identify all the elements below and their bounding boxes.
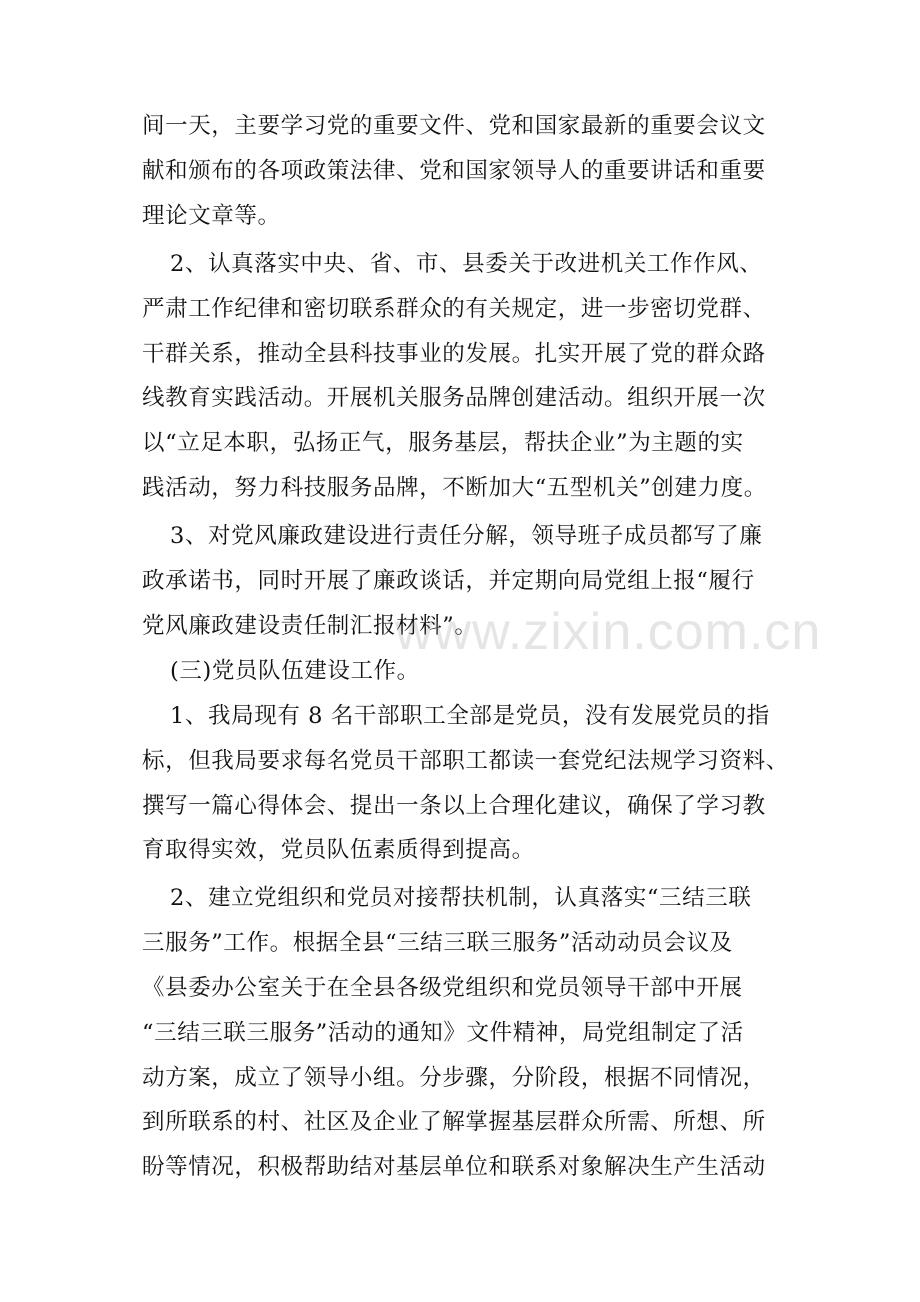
watermark-text: www.zixin.com.cn (395, 603, 822, 661)
text-line: 动方案，成立了领导小组。分步骤，分阶段，根据不同情况， (142, 1065, 766, 1091)
text-line: 干群关系，推动全县科技事业的发展。扎实开展了党的群众路 (142, 341, 766, 367)
text-line: 践活动，努力科技服务品牌，不断加大“五型机关”创建力度。 (142, 475, 767, 501)
text-line: 标，但我局要求每名党员干部职工都读一套党纪法规学习资料、 (142, 748, 789, 774)
text-line: 《县委办公室关于在全县各级党组织和党员领导干部中开展 (142, 975, 743, 1001)
text-line: 间一天，主要学习党的重要文件、党和国家最新的重要会议文 (142, 113, 766, 139)
text-line: 3、对党风廉政建设进行责任分解，领导班子成员都写了廉 (170, 523, 763, 549)
text-line: 以“立足本职，弘扬正气，服务基层，帮扶企业”为主题的实 (142, 430, 744, 456)
text-line: 政承诺书，同时开展了廉政谈话，并定期向局党组上报“履行 (142, 568, 755, 594)
text-line: 理论文章等。 (142, 203, 281, 229)
text-line: “三结三联三服务”活动的通知》文件精神，局党组制定了活 (142, 1020, 744, 1046)
text-line: 撰写一篇心得体会、提出一条以上合理化建议，确保了学习教 (142, 793, 766, 819)
text-line: 盼等情况，积极帮助结对基层单位和联系对象解决生产生活动 (142, 1154, 766, 1180)
text-line: 线教育实践活动。开展机关服务品牌创建活动。组织开展一次 (142, 385, 766, 411)
text-line: 到所联系的村、社区及企业了解掌握基层群众所需、所想、所 (142, 1109, 766, 1135)
text-line: 三服务”工作。根据全县“三结三联三服务”活动动员会议及 (142, 930, 733, 956)
text-line: 严肃工作纪律和密切联系群众的有关规定，进一步密切党群、 (142, 296, 766, 322)
text-line: 党风廉政建设责任制汇报材料”。 (142, 613, 478, 639)
text-line: 1、我局现有 8 名干部职工全部是党员，没有发展党员的指 (170, 703, 770, 729)
text-line: 育取得实效，党员队伍素质得到提高。 (142, 837, 535, 863)
text-line: 2、建立党组织和党员对接帮扶机制，认真落实“三结三联 (170, 885, 752, 911)
text-line: 2、认真落实中央、省、市、县委关于改进机关工作作风、 (170, 251, 763, 277)
text-line: 献和颁布的各项政策法律、党和国家领导人的重要讲话和重要 (142, 158, 766, 184)
section-heading: (三)党员队伍建设工作。 (170, 658, 420, 684)
